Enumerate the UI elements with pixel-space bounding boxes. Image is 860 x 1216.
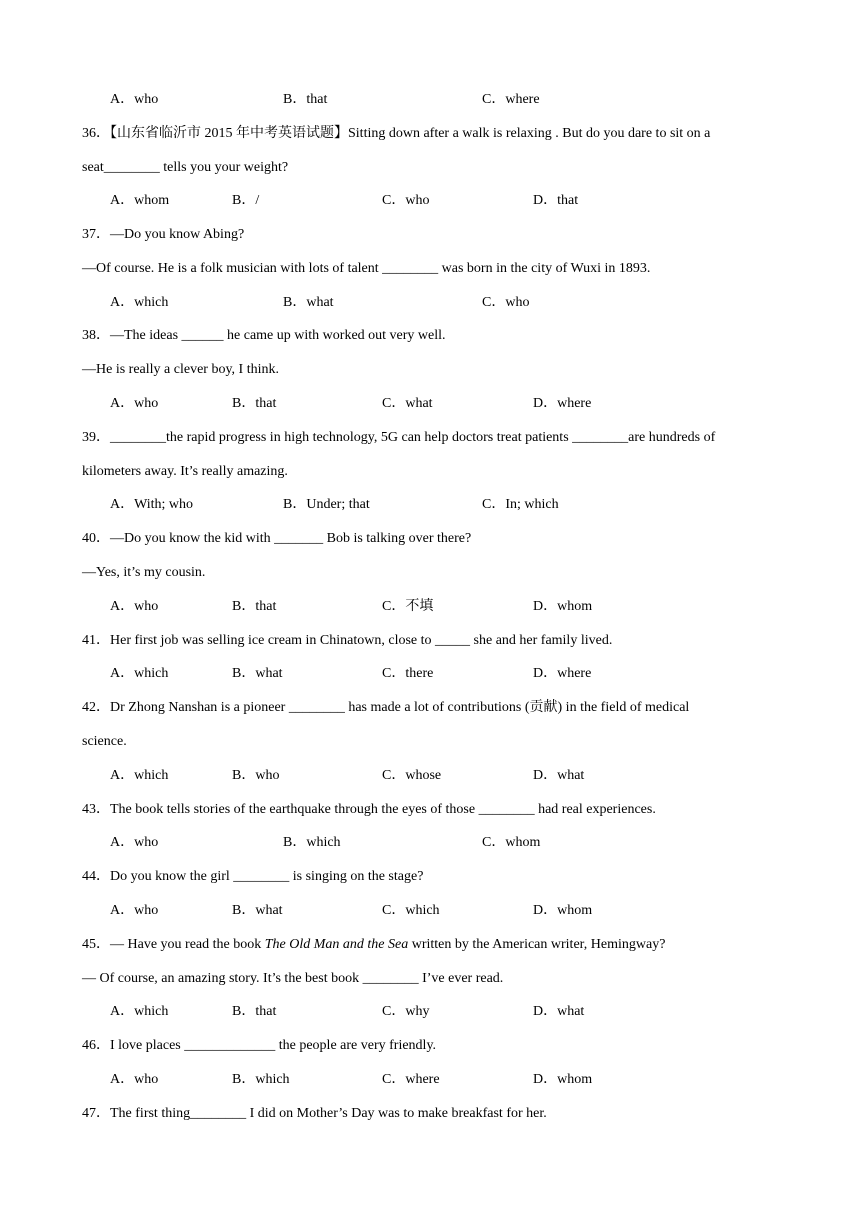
- question-39-line-2: kilometers away. It’s really amazing.: [82, 464, 288, 479]
- option-b: B．Under; that: [283, 497, 370, 512]
- option-c: C．where: [382, 1072, 440, 1087]
- question-42-line-2: science.: [82, 734, 127, 749]
- question-36-line-1: 36．【山东省临沂市 2015 年中考英语试题】Sitting down after a walk is relaxing . But do you dare to sit on a: [82, 126, 711, 141]
- option-b: B．that: [232, 599, 277, 614]
- question-45-text-pre: 45．— Have you read the book: [82, 937, 265, 952]
- question-44-line-1: 44．Do you know the girl ________ is singing on the stage?: [82, 869, 424, 884]
- option-d: D．what: [533, 768, 585, 783]
- option-a: A．whom: [110, 193, 170, 208]
- question-40-line-2: —Yes, it’s my cousin.: [82, 565, 206, 580]
- option-a: A．who: [110, 396, 159, 411]
- question-41-line-1: 41．Her first job was selling ice cream in Chinatown, close to _____ she and her family lived.: [82, 633, 613, 648]
- question-37-line-1: 37．—Do you know Abing?: [82, 227, 245, 242]
- option-d: D．whom: [533, 599, 593, 614]
- question-45-line-2: — Of course, an amazing story. It’s the best book ________ I’ve ever read.: [82, 971, 504, 986]
- option-c: C．不填: [382, 599, 434, 614]
- option-a: A．who: [110, 1072, 159, 1087]
- option-b: B．what: [232, 666, 283, 681]
- question-39-line-1: 39．________the rapid progress in high technology, 5G can help doctors treat patients ________are hundreds of: [82, 430, 716, 445]
- option-b: B．which: [232, 1072, 290, 1087]
- option-a: A．With; who: [110, 497, 194, 512]
- question-40-line-1: 40．—Do you know the kid with _______ Bob is talking over there?: [82, 531, 472, 546]
- option-d: D．what: [533, 1004, 585, 1019]
- option-a: A．which: [110, 1004, 169, 1019]
- option-a: A．who: [110, 599, 159, 614]
- option-b: B．that: [283, 92, 328, 107]
- option-c: C．whom: [482, 835, 541, 850]
- book-title: The Old Man and the Sea: [264, 937, 409, 952]
- option-d: D．whom: [533, 1072, 593, 1087]
- question-38-line-2: —He is really a clever boy, I think.: [82, 362, 279, 377]
- option-d: D．that: [533, 193, 579, 208]
- question-42-line-1: 42．Dr Zhong Nanshan is a pioneer ________ has made a lot of contributions (贡献) in the field of medical: [82, 700, 690, 715]
- option-c: C．In; which: [482, 497, 559, 512]
- question-38-line-1: 38．—The ideas ______ he came up with worked out very well.: [82, 328, 446, 343]
- option-a: A．which: [110, 295, 169, 310]
- option-b: B．which: [283, 835, 341, 850]
- option-c: C．where: [482, 92, 540, 107]
- option-d: D．whom: [533, 903, 593, 918]
- option-c: C．what: [382, 396, 433, 411]
- option-b: B．who: [232, 768, 280, 783]
- option-d: D．where: [533, 666, 592, 681]
- option-c: C．which: [382, 903, 440, 918]
- question-36-line-2: seat________ tells you your weight?: [82, 160, 289, 175]
- option-a: A．who: [110, 92, 159, 107]
- option-b: B．what: [283, 295, 334, 310]
- question-45-text-post: written by the American writer, Hemingway?: [408, 937, 666, 952]
- question-47-line-1: 47．The first thing________ I did on Mother’s Day was to make breakfast for her.: [82, 1106, 547, 1121]
- question-46-line-1: 46．I love places _____________ the people are very friendly.: [82, 1038, 437, 1053]
- option-a: A．who: [110, 903, 159, 918]
- option-a: A．which: [110, 666, 169, 681]
- question-45-line-1: [82, 936, 665, 954]
- option-c: C．why: [382, 1004, 430, 1019]
- option-b: B．/: [232, 193, 260, 208]
- option-c: C．who: [382, 193, 430, 208]
- question-37-line-2: —Of course. He is a folk musician with lots of talent ________ was born in the city of Wuxi in 1893.: [82, 261, 651, 276]
- option-c: C．who: [482, 295, 530, 310]
- option-b: B．what: [232, 903, 283, 918]
- option-a: A．which: [110, 768, 169, 783]
- option-b: B．that: [232, 396, 277, 411]
- option-c: C．there: [382, 666, 434, 681]
- option-d: D．where: [533, 396, 592, 411]
- option-c: C．whose: [382, 768, 442, 783]
- option-a: A．who: [110, 835, 159, 850]
- question-43-line-1: 43．The book tells stories of the earthquake through the eyes of those ________ had real experiences.: [82, 802, 656, 817]
- option-b: B．that: [232, 1004, 277, 1019]
